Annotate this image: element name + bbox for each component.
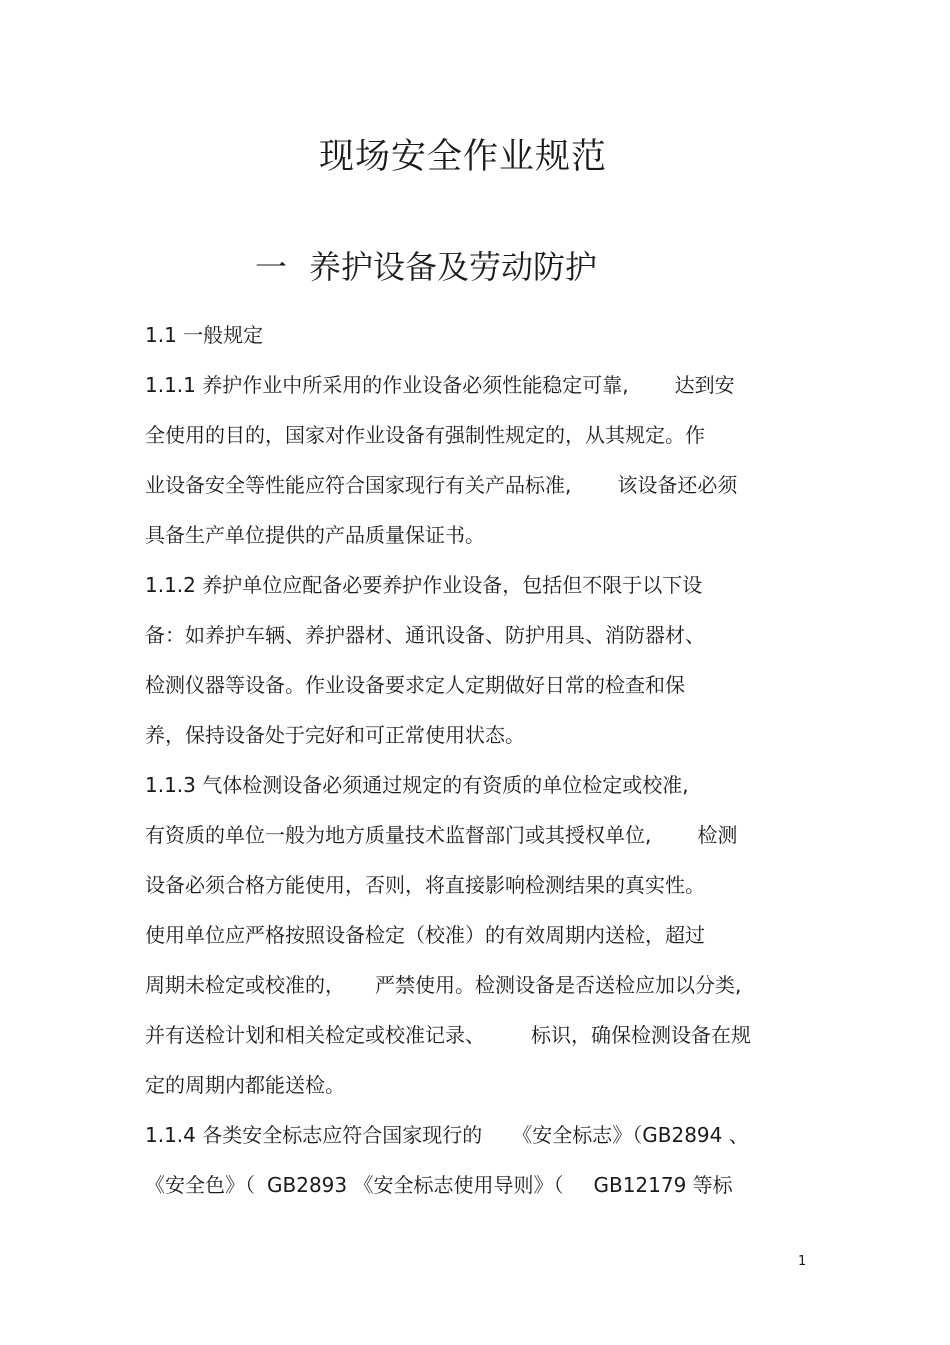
paragraph-line: 1.1.3 气体检测设备必须通过规定的有资质的单位检定或校准, [145, 773, 689, 797]
paragraph-line [145, 821, 737, 849]
text-segment: 周期未检定或校准的， [145, 973, 345, 997]
paragraph-line: 设备必须合格方能使用，否则，将直接影响检测结果的真实性。 [145, 873, 705, 897]
paragraph-line [145, 971, 741, 999]
text-segment: 该设备还必须 [617, 473, 738, 497]
text-segment: 《安全色》（ [145, 1173, 255, 1197]
text-segment: 业设备安全等性能应符合国家现行有关产品标准, [145, 473, 572, 497]
document-title: 现场安全作业规范 [318, 137, 607, 177]
section-heading-1-1: 1.1 一般规定 [145, 323, 264, 347]
paragraph-line [145, 471, 737, 499]
paragraph-line: 使用单位应严格按照设备检定（校准）的有效周期内送检，超过 [145, 923, 705, 947]
paragraph-line: 全使用的目的，国家对作业设备有强制性规定的，从其规定。作 [145, 423, 705, 447]
paragraph-line: 备：如养护车辆、养护器材、通讯设备、防护用具、消防器材、 [145, 623, 705, 647]
paragraph-line [145, 1171, 733, 1199]
text-segment: GB12179 等标 [593, 1173, 733, 1197]
paragraph-line [145, 371, 735, 399]
chapter-number: 一 [255, 248, 288, 286]
text-segment: GB2893 《安全标志使用导则》（ [267, 1173, 564, 1197]
text-segment: 检测 [697, 823, 738, 847]
paragraph-line: 具备生产单位提供的产品质量保证书。 [145, 523, 485, 547]
text-segment: 1.1.1 养护作业中所采用的作业设备必须性能稳定可靠, [145, 373, 629, 397]
paragraph-line [145, 1121, 749, 1149]
text-segment: 有资质的单位一般为地方质量技术监督部门或其授权单位, [145, 823, 652, 847]
paragraph-line: 养，保持设备处于完好和可正常使用状态。 [145, 723, 525, 747]
page-number: 1 [798, 1254, 807, 1269]
text-segment: 标识，确保检测设备在规 [531, 1023, 751, 1047]
text-segment: 1.1.4 各类安全标志应符合国家现行的 [145, 1123, 483, 1147]
text-segment: 达到安 [674, 373, 735, 397]
text-segment: 并有送检计划和相关检定或校准记录、 [145, 1023, 485, 1047]
paragraph-line [145, 1021, 751, 1049]
chapter-title-text: 养护设备及劳动防护 [309, 248, 598, 286]
paragraph-line: 1.1.2 养护单位应配备必要养护作业设备，包括但不限于以下设 [145, 573, 703, 597]
text-segment: 《安全标志》（GB2894 、 [512, 1123, 749, 1147]
chapter-heading [255, 245, 597, 289]
text-segment: 严禁使用。检测设备是否送检应加以分类, [375, 973, 742, 997]
paragraph-line: 定的周期内都能送检。 [145, 1073, 345, 1097]
paragraph-line: 检测仪器等设备。作业设备要求定人定期做好日常的检查和保 [145, 673, 685, 697]
